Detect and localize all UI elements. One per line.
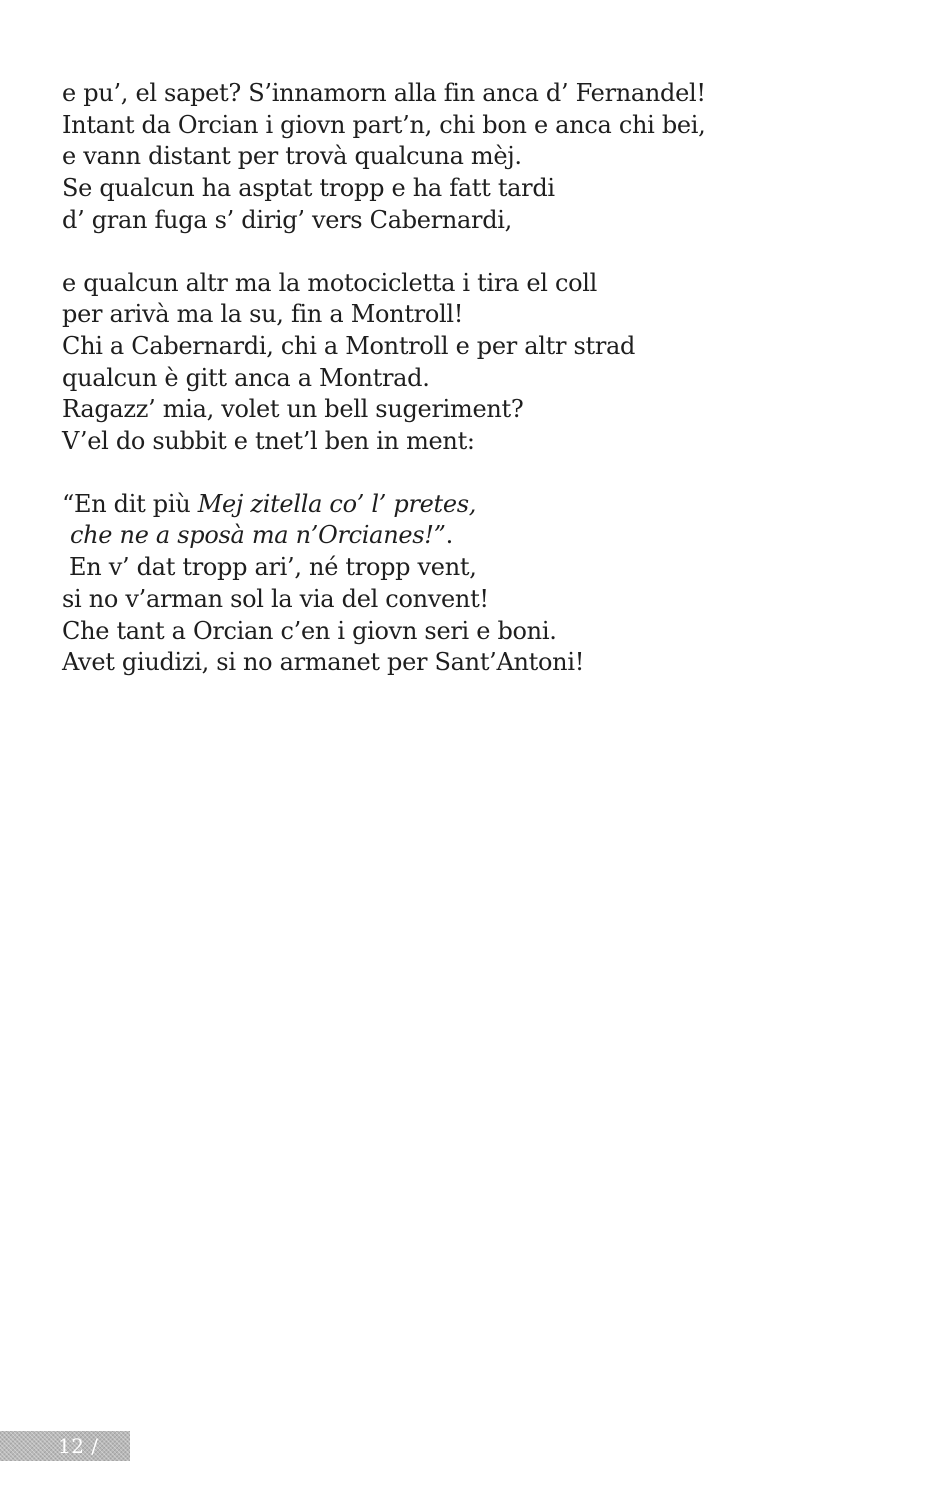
verse-line: e vann distant per trovà qualcuna mèj. <box>62 142 522 171</box>
quote-italic-text: che ne a sposà ma n’Orcianes!” <box>70 521 446 550</box>
verse-line: per arivà ma la su, fin a Montroll! <box>62 300 464 329</box>
verse-line: Che tant a Orcian c’en i giovn seri e boni. <box>62 616 557 645</box>
stanza-2 <box>62 268 902 458</box>
quote-line <box>62 520 902 552</box>
stanza-1 <box>62 78 902 237</box>
verse-line: En v’ dat tropp ari’, né tropp vent, <box>69 553 477 582</box>
verse-line: si no v’arman sol la via del convent! <box>62 584 489 613</box>
quote-line <box>62 489 902 521</box>
page-number-tab <box>0 1431 130 1484</box>
quote-opening: “En dit più <box>62 489 198 518</box>
verse-line: Intant da Orcian i giovn part’n, chi bon e anca chi bei, <box>62 110 706 139</box>
quote-closing: . <box>445 521 453 550</box>
verse-line: Chi a Cabernardi, chi a Montroll e per altr strad <box>62 331 636 360</box>
verse-line: e qualcun altr ma la motocicletta i tira el coll <box>62 268 598 297</box>
verse-line: Ragazz’ mia, volet un bell sugeriment? <box>62 395 524 424</box>
verse-line: e pu’, el sapet? S’innamorn alla fin anca d’ Fernandel! <box>62 79 706 107</box>
stanza-3 <box>62 489 902 679</box>
poem-text <box>62 78 902 710</box>
verse-line: V’el do subbit e tnet’l ben in ment: <box>62 427 475 456</box>
quote-italic-text: Mej zitella co’ l’ pretes, <box>197 489 477 518</box>
verse-line: qualcun è gitt anca a Montrad. <box>62 363 430 392</box>
verse-line: d’ gran fuga s’ dirig’ vers Cabernardi, <box>62 205 512 234</box>
verse-line: Se qualcun ha asptat tropp e ha fatt tardi <box>62 174 555 203</box>
page-number: 12 / 13 <box>58 1434 99 1484</box>
verse-line: Avet giudizi, si no armanet per Sant’Antoni! <box>62 648 585 677</box>
